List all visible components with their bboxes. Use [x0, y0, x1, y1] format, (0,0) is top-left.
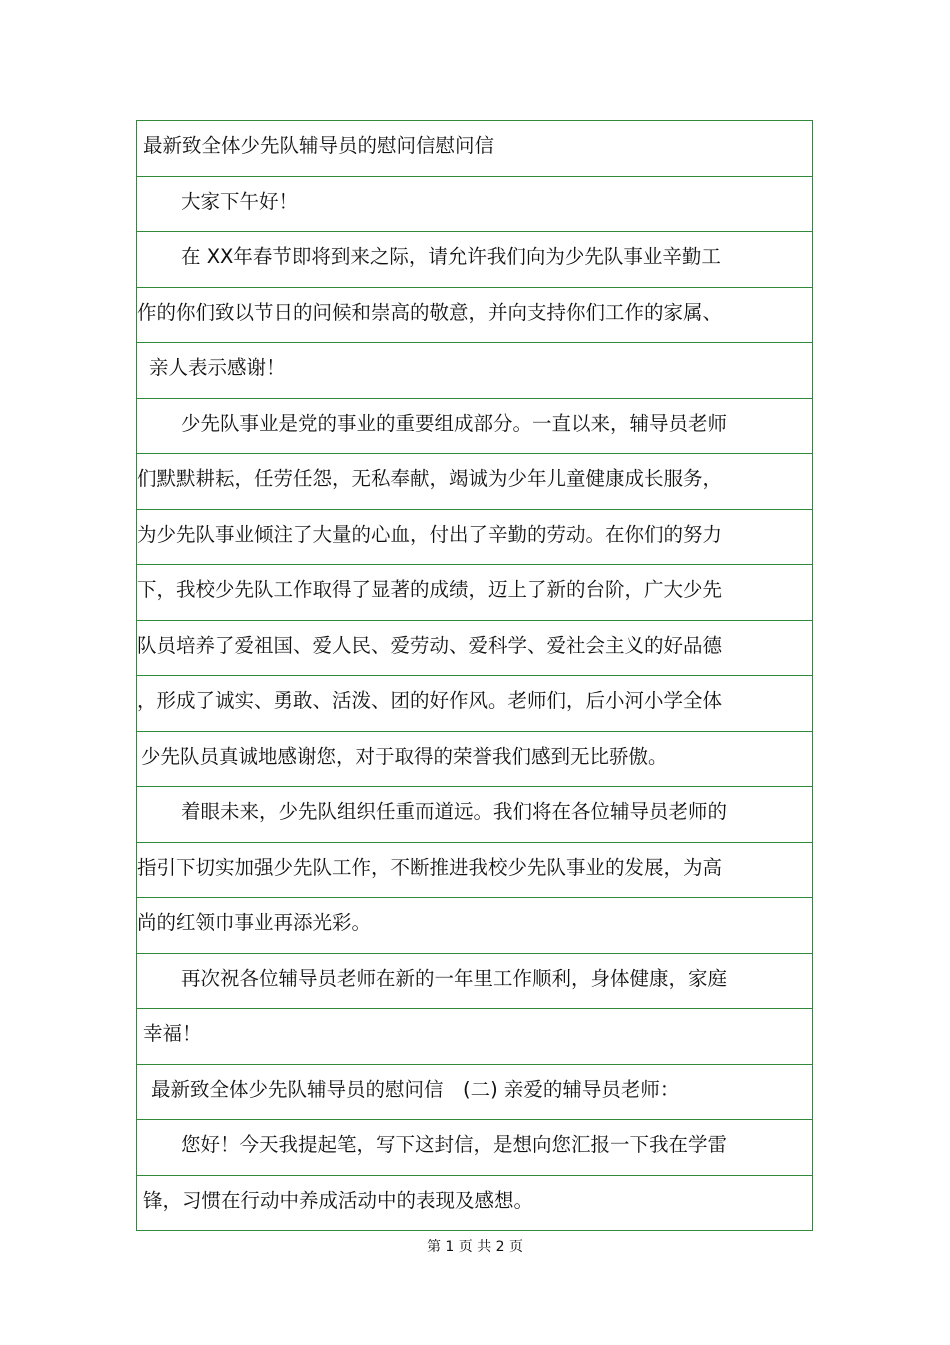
- paragraph-line: 锋，习惯在行动中养成活动中的表现及感想。: [143, 1189, 534, 1212]
- greeting-line: 大家下午好！: [137, 177, 812, 232]
- document-title: 最新致全体少先队辅导员的慰问信慰问信: [137, 121, 812, 177]
- paragraph-line: 少先队事业是党的事业的重要组成部分。一直以来，辅导员老师: [137, 399, 812, 454]
- paragraph-line: 着眼未来，少先队组织任重而道远。我们将在各位辅导员老师的: [137, 787, 812, 843]
- paragraph-line: 您好！今天我提起笔，写下这封信，是想向您汇报一下我在学雷: [137, 1120, 812, 1176]
- paragraph-line: 队员培养了爱祖国、爱人民、爱劳动、爱科学、爱社会主义的好品德: [137, 621, 812, 676]
- paragraph-line: ，形成了诚实、勇敢、活泼、团的好作风。老师们，后小河小学全体: [137, 676, 812, 732]
- paragraph-line: 指引下切实加强少先队工作，不断推进我校少先队事业的发展，为高: [137, 843, 812, 898]
- paragraph-line: 再次祝各位辅导员老师在新的一年里工作顺利，身体健康，家庭: [137, 954, 812, 1009]
- document-table: [136, 120, 813, 1231]
- paragraph-line: 亲人表示感谢！: [137, 343, 812, 399]
- paragraph-line: 少先队员真诚地感谢您，对于取得的荣誉我们感到无比骄傲。: [137, 732, 812, 787]
- paragraph-line: 尚的红领巾事业再添光彩。: [137, 898, 812, 954]
- paragraph-line: 作的你们致以节日的问候和崇高的敬意，并向支持你们工作的家属、: [137, 288, 812, 343]
- page-number-footer: 第 1 页 共 2 页: [426, 1239, 524, 1255]
- paragraph-line: 为少先队事业倾注了大量的心血，付出了辛勤的劳动。在你们的努力: [137, 510, 812, 565]
- paragraph-line: 幸福！: [137, 1009, 812, 1065]
- section-heading: 最新致全体少先队辅导员的慰问信 (二) 亲爱的辅导员老师：: [137, 1065, 812, 1120]
- paragraph-line: 们默默耕耘，任劳任怨，无私奉献，竭诚为少年儿童健康成长服务，: [137, 454, 812, 510]
- paragraph-line: 在 XX年春节即将到来之际，请允许我们向为少先队事业辛勤工: [137, 232, 812, 288]
- paragraph-line: 下，我校少先队工作取得了显著的成绩，迈上了新的台阶，广大少先: [137, 565, 812, 621]
